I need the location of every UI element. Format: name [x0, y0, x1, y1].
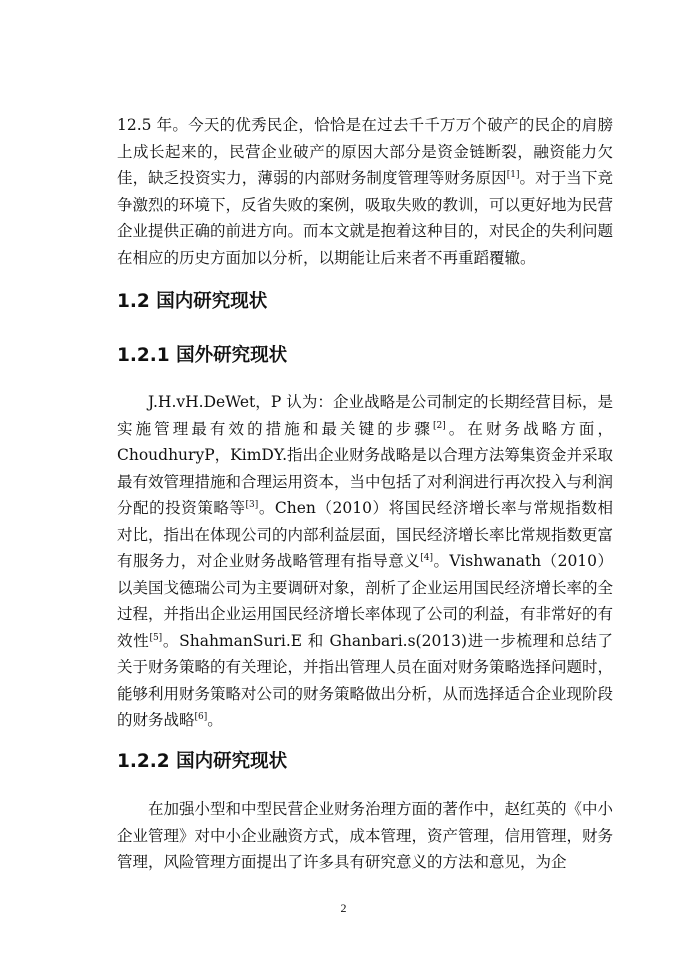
- citation-3[interactable]: [3]: [245, 499, 259, 510]
- citation-5[interactable]: [5]: [149, 632, 163, 643]
- paragraph-foreign-research: J.H.vH.DeWet，P 认为：企业战略是公司制定的长期经营目标，是实施管理最有效的措施和最关键的步骤[2]。在财务战略方面，ChoudhuryP，KimDY.指出企业财务战略是以合理方法筹集资金并采取最有效管理措施和合理运用资本，当中包括了对利润进行再次投入与利润分配的投资策略等[3]。Chen（2010）将国民经济增长率与常规指数相对比，指出在体现公司的内部利益层面，国民经济增长率比常规指数更富有服务力，对企业财务战略管理有指导意义[4]。Vishwanath（2010）以美国戈德瑞公司为主要调研对象，剖析了企业运用国民经济增长率的全过程，并指出企业运用国民经济增长率体现了公司的利益，有非常好的有效性[5]。ShahmanSuri.E 和 Ghanbari.s(2013)进一步梳理和总结了关于财务策略的有关理论，并指出管理人员在面对财务策略选择问题时，能够利用财务策略对公司的财务策略做出分析，从而选择适合企业现阶段的财务战略[6]。: [117, 393, 614, 729]
- section-heading-1-2: 1.2 国内研究现状: [117, 291, 268, 312]
- section-heading-1-2-1: 1.2.1 国外研究现状: [117, 345, 288, 366]
- citation-2[interactable]: [2]: [432, 420, 446, 431]
- paragraph-intro-continued: 12.5 年。今天的优秀民企，恰恰是在过去千千万万个破产的民企的肩膀上成长起来的，民营企业破产的原因大部分是资金链断裂，融资能力欠佳，缺乏投资实力，薄弱的内部财务制度管理等财务原因[1]。对于当下竞争激烈的环境下，反省失败的案例，吸取失败的教训，可以更好地为民营企业提供正确的前进方向。而本文就是抱着这种目的，对民企的失利问题在相应的历史方面加以分析，以期能让后来者不再重蹈覆辙。: [117, 116, 614, 267]
- section-heading-1-2-2: 1.2.2 国内研究现状: [117, 751, 288, 772]
- citation-4[interactable]: [4]: [420, 552, 433, 563]
- citation-6[interactable]: [6]: [194, 711, 208, 722]
- paragraph-domestic-research: 在加强小型和中型民营企业财务治理方面的著作中，赵红英的《中小企业管理》对中小企业融资方式，成本管理，资产管理，信用管理，财务管理，风险管理方面提出了许多具有研究意义的方法和意见，为企: [117, 800, 614, 871]
- page-number: 2: [340, 901, 347, 915]
- citation-1[interactable]: [1]: [506, 169, 520, 180]
